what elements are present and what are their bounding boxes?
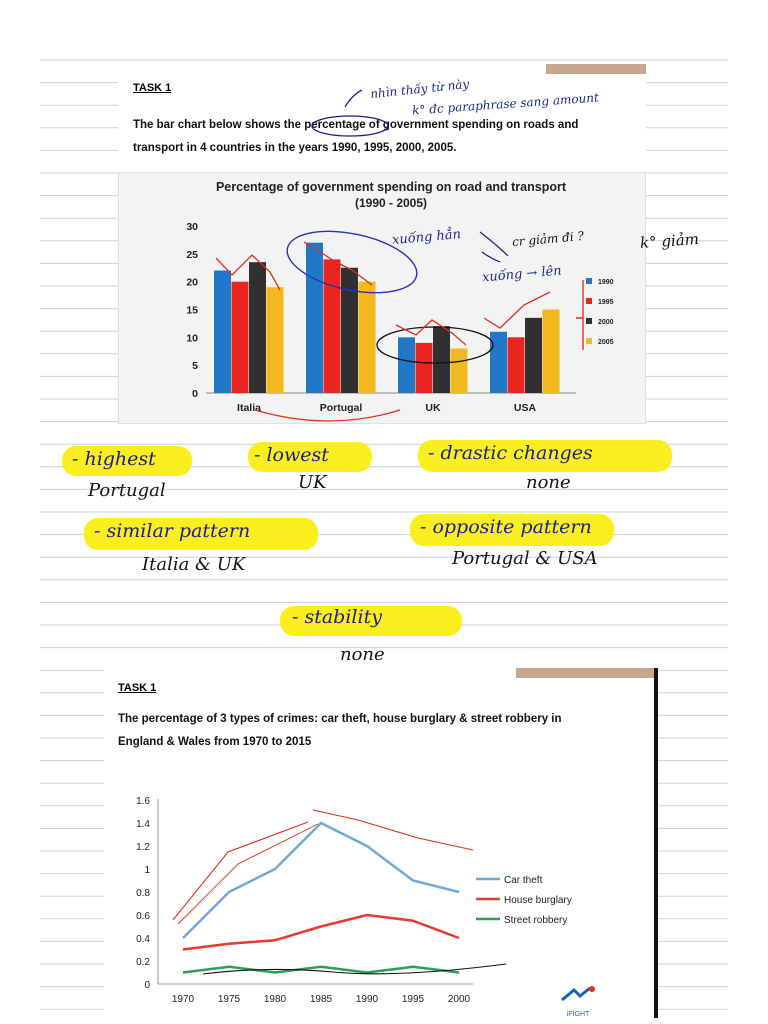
bar-x-tick-label: Portugal	[319, 402, 363, 414]
line-series-path	[183, 915, 459, 950]
bar-y-tick-label: 0	[192, 388, 198, 400]
line-x-tick-label: 2000	[447, 994, 471, 1005]
note-stability-value: none	[340, 644, 385, 665]
line-chart	[118, 784, 648, 1014]
ifight-logo-text: iFIGHT	[566, 1011, 590, 1018]
ink-trend-usa	[484, 292, 550, 328]
note-highest-label: - highest	[72, 448, 156, 470]
annotation-top-1: nhìn thấy từ này	[369, 76, 470, 102]
bar-chart-subtitle: (1990 - 2005)	[354, 196, 428, 210]
bar-legend-label: 1990	[598, 279, 614, 286]
line-x-tick-label: 1970	[171, 994, 195, 1005]
line-y-tick-label: 0	[144, 980, 150, 991]
ink-bracket-legend	[576, 280, 583, 350]
note-highest-value: Portugal	[88, 480, 166, 501]
ifight-logo-mark	[556, 984, 600, 1006]
line-y-tick-label: 0.2	[136, 957, 150, 968]
line-legend-label: Street robbery	[504, 915, 568, 926]
line-y-tick-label: 1.2	[136, 842, 150, 853]
bar-x-tick-label: USA	[513, 402, 537, 414]
bar-legend-label: 2000	[598, 319, 614, 326]
line-legend-label: Car theft	[504, 875, 543, 886]
ink-trend-uk	[396, 320, 466, 345]
ink-trend-italia	[216, 255, 280, 290]
bar-y-tick-label: 30	[186, 221, 198, 233]
task2-prompt-line1: The percentage of 3 types of crimes: car theft, house burglary & street robbery in	[118, 713, 562, 725]
annotation-chart-4: xuống → lên	[481, 263, 563, 286]
note-similar-label: - similar pattern	[94, 520, 251, 542]
note-lowest-label: - lowest	[254, 444, 329, 466]
ink-circle-uk	[377, 327, 493, 363]
line-x-tick-label: 1990	[355, 994, 379, 1005]
task2-label: TASK 1	[118, 682, 157, 694]
annotation-chart-2: cr giảm đi ?	[511, 228, 585, 250]
line-y-tick-label: 0.6	[136, 911, 150, 922]
annotation-chart-1: xuống hẳn	[391, 227, 462, 248]
note-similar-value: Italia & UK	[142, 554, 246, 575]
note-stability-label: - stability	[292, 606, 382, 628]
ink-circle-percentage	[312, 116, 388, 136]
line-series-path	[183, 823, 459, 938]
bar-x-tick-label: UK	[425, 402, 441, 414]
line-y-tick-label: 0.8	[136, 888, 150, 899]
note-drastic-label: - drastic changes	[428, 442, 593, 464]
line-y-tick-label: 1	[144, 865, 150, 876]
bar-y-tick-label: 10	[186, 332, 198, 345]
note-opposite-value: Portugal & USA	[452, 548, 598, 569]
note-drastic-value: none	[526, 472, 571, 493]
bar-y-tick-label: 15	[186, 304, 198, 317]
line-x-tick-label: 1980	[263, 994, 287, 1005]
line-y-tick-label: 1.4	[136, 819, 150, 830]
task1-label: TASK 1	[133, 82, 172, 94]
annotation-chart-3: k° giảm	[639, 229, 700, 253]
note-opposite-label: - opposite pattern	[420, 516, 592, 538]
bar-legend-label: 2005	[598, 339, 614, 346]
line-x-tick-label: 1975	[217, 994, 241, 1005]
task1-prompt-line2: transport in 4 countries in the years 1990, 1995, 2000, 2005.	[133, 142, 457, 154]
line-y-tick-label: 1.6	[136, 796, 150, 807]
line-y-tick-label: 0.4	[136, 934, 150, 945]
task2-right-edge	[654, 668, 658, 1018]
ink-arrow-note	[480, 232, 508, 262]
ink-trend-car-theft	[173, 822, 308, 920]
ifight-logo	[556, 984, 600, 1018]
bar-chart-title: Percentage of government spending on road and transport	[215, 180, 567, 194]
chart1-ink-overlay	[0, 0, 768, 440]
task2-prompt-line2: England & Wales from 1970 to 2015	[118, 736, 312, 748]
bar-legend-label: 1995	[598, 299, 614, 306]
webcam-thumbnail-2	[516, 668, 654, 678]
line-legend-label: House burglary	[504, 895, 572, 906]
ink-trend-car-theft-2	[178, 824, 318, 924]
task1-prompt-line1: The bar chart below shows the percentage of government spending on roads and	[133, 119, 579, 131]
bar-y-tick-label: 5	[192, 360, 198, 373]
line-x-tick-label: 1985	[309, 994, 333, 1005]
ink-stroke-top	[345, 90, 362, 107]
note-lowest-value: UK	[298, 472, 327, 493]
bar-x-tick-label: Italia	[237, 402, 261, 414]
line-x-tick-label: 1995	[401, 994, 425, 1005]
annotation-top-2: k° đc paraphrase sang amount	[411, 90, 600, 118]
bar-y-tick-label: 25	[186, 248, 198, 261]
bar-y-tick-label: 20	[186, 276, 198, 289]
ink-underline-axis	[255, 410, 400, 421]
